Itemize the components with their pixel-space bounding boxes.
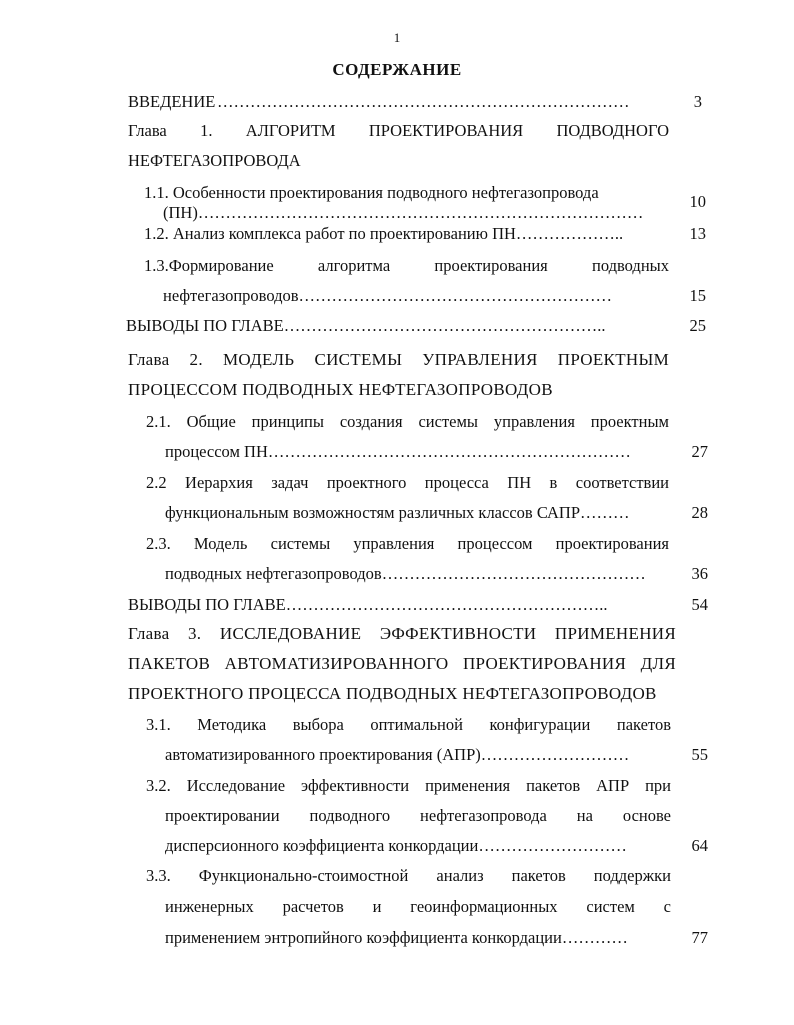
toc-intro-page: 3 xyxy=(693,92,702,111)
toc-section-3-2-page: 64 xyxy=(691,836,708,855)
page-number: 1 xyxy=(393,30,401,45)
toc-section-1-3-page: 15 xyxy=(689,286,706,305)
toc-section-3-3-cont-2: применением энтропийного коэффициента конкордации………… xyxy=(165,928,628,947)
toc-intro-leader: ………………………………………………………………… xyxy=(217,92,630,111)
toc-section-2-2-page: 28 xyxy=(691,503,708,522)
toc-chapter-3-title[interactable]: Глава 3. ИССЛЕДОВАНИЕ ЭФФЕКТИВНОСТИ ПРИМЕНЕНИЯ xyxy=(128,624,676,643)
toc-section-1-2-page: 13 xyxy=(689,224,706,243)
toc-section-3-3-cont-1: инженерных расчетов и геоинформационных систем с xyxy=(165,897,671,916)
toc-section-2-1-cont: процессом ПН………………………………………………………… xyxy=(165,442,631,461)
toc-section-1-3-cont: нефтегазопроводов………………………………………………… xyxy=(163,286,613,305)
toc-section-1-1-cont: (ПН)……………………………………………………………………… xyxy=(163,203,644,222)
toc-chapter-1-title[interactable]: Глава 1. АЛГОРИТМ ПРОЕКТИРОВАНИЯ ПОДВОДНОГО xyxy=(128,121,669,140)
toc-section-2-1-page: 27 xyxy=(691,442,708,461)
toc-section-1-1[interactable]: 1.1. Особенности проектирования подводного нефтегазопровода xyxy=(144,183,599,202)
toc-chapter-1-conclusion-page: 25 xyxy=(689,316,706,335)
toc-chapter-1-title-cont: НЕФТЕГАЗОПРОВОДА xyxy=(128,151,301,170)
toc-chapter-3-title-cont-2: ПРОЕКТНОГО ПРОЦЕССА ПОДВОДНЫХ НЕФТЕГАЗОПРОВОДОВ xyxy=(128,684,657,703)
toc-chapter-2-title[interactable]: Глава 2. МОДЕЛЬ СИСТЕМЫ УПРАВЛЕНИЯ ПРОЕКТНЫМ xyxy=(128,350,669,369)
toc-section-1-2[interactable]: 1.2. Анализ комплекса работ по проектированию ПН……………….. xyxy=(144,224,624,243)
page-title: СОДЕРЖАНИЕ xyxy=(332,60,462,79)
toc-section-2-3-page: 36 xyxy=(691,564,708,583)
toc-section-3-1[interactable]: 3.1. Методика выбора оптимальной конфигурации пакетов xyxy=(146,715,671,734)
toc-chapter-2-conclusion[interactable]: ВЫВОДЫ ПО ГЛАВЕ………………………………………………….. xyxy=(128,595,608,614)
toc-section-2-2-cont: функциональным возможностям различных классов САПР……… xyxy=(165,503,630,522)
toc-section-3-2[interactable]: 3.2. Исследование эффективности применения пакетов АПР при xyxy=(146,776,671,795)
toc-section-3-1-page: 55 xyxy=(691,745,708,764)
toc-section-3-3-page: 77 xyxy=(691,928,708,947)
toc-section-3-2-cont-1: проектировании подводного нефтегазопровода на основе xyxy=(165,806,671,825)
toc-intro-label[interactable]: ВВЕДЕНИЕ xyxy=(128,92,216,111)
toc-section-1-3[interactable]: 1.3.Формирование алгоритма проектирования подводных xyxy=(144,256,669,275)
toc-section-2-2[interactable]: 2.2 Иерархия задач проектного процесса ПН в соответствии xyxy=(146,473,669,492)
toc-section-2-3-cont: подводных нефтегазопроводов………………………………………… xyxy=(165,564,646,583)
toc-section-1-1-page: 10 xyxy=(689,192,706,211)
toc-chapter-3-title-cont-1: ПАКЕТОВ АВТОМАТИЗИРОВАННОГО ПРОЕКТИРОВАНИЯ ДЛЯ xyxy=(128,654,676,673)
toc-chapter-2-title-cont: ПРОЦЕССОМ ПОДВОДНЫХ НЕФТЕГАЗОПРОВОДОВ xyxy=(128,380,553,399)
toc-section-2-3[interactable]: 2.3. Модель системы управления процессом проектирования xyxy=(146,534,669,553)
toc-section-3-3[interactable]: 3.3. Функционально-стоимостной анализ пакетов поддержки xyxy=(146,866,671,885)
toc-section-3-1-cont: автоматизированного проектирования (АПР)……………………… xyxy=(165,745,630,764)
toc-chapter-2-conclusion-page: 54 xyxy=(691,595,708,614)
toc-section-3-2-cont-2: дисперсионного коэффициента конкордации……………………… xyxy=(165,836,627,855)
toc-section-2-1[interactable]: 2.1. Общие принципы создания системы управления проектным xyxy=(146,412,669,431)
toc-chapter-1-conclusion[interactable]: ВЫВОДЫ ПО ГЛАВЕ………………………………………………….. xyxy=(126,316,606,335)
